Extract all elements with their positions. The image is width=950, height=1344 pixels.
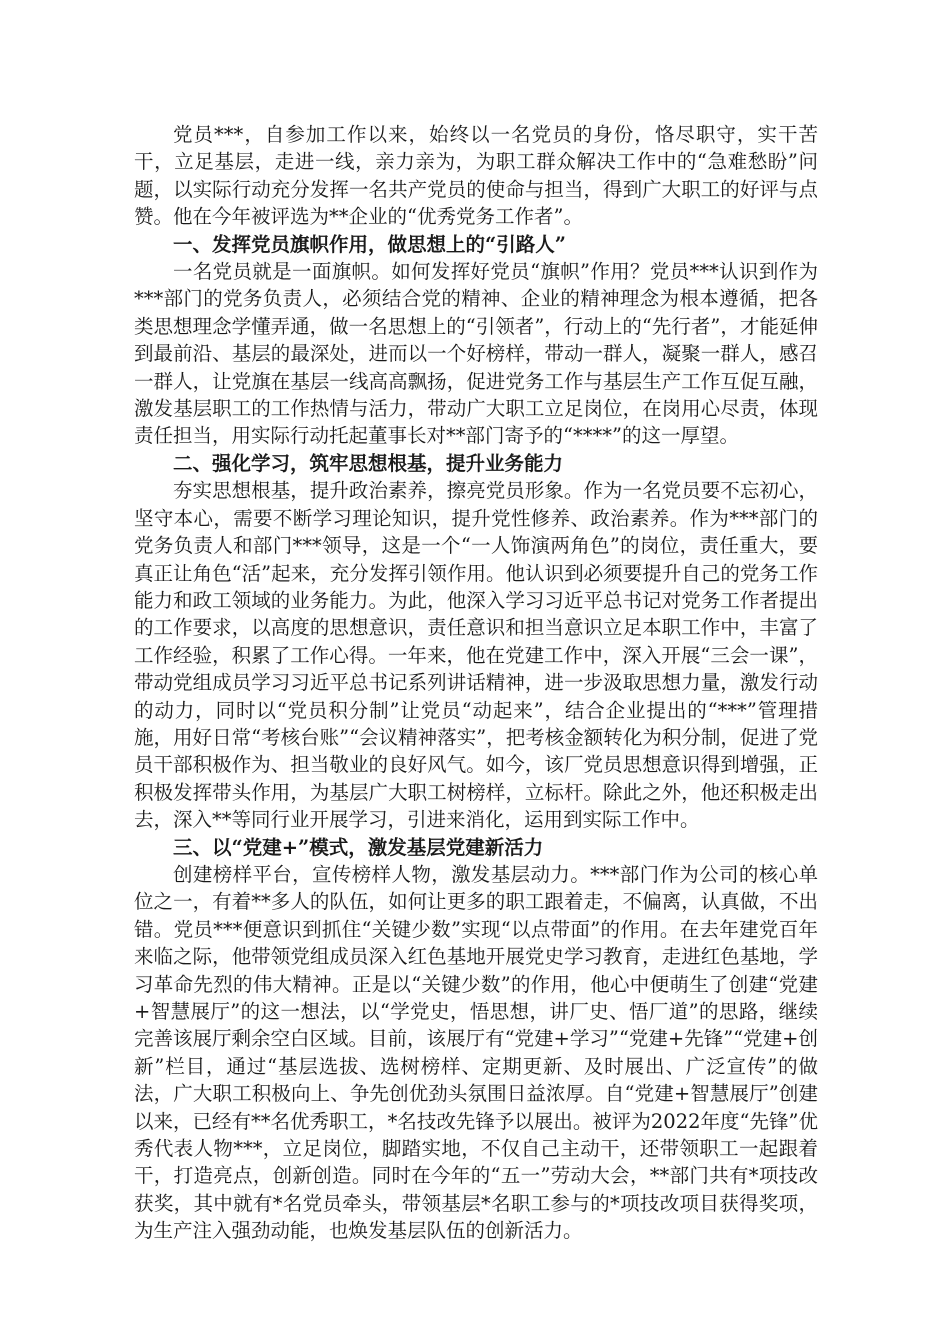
section-heading-2: 二、强化学习，筑牢思想根基，提升业务能力 [173,451,564,475]
section-heading-3: 三、以“党建+”模式，激发基层党建新活力 [173,835,544,859]
intro-paragraph: 党员***，自参加工作以来，始终以一名党员的身份，恪尽职守，实干苦干，立足基层，走进一线，亲力亲为，为职工群众解决工作中的“急难愁盼”问题，以实际行动充分发挥一名共产党员的使命与担当，得到广大职工的好评与点赞。他在今年被评选为**企业的“优秀党务工作者”。 [134,123,818,229]
section-2-paragraph: 夯实思想根基，提升政治素养，擦亮党员形象。作为一名党员要不忘初心，坚守本心，需要不断学习理论知识，提升党性修养、政治素养。作为***部门的党务负责人和部门***领导，这是一个“一人饰演两角色”的岗位，责任重大，要真正让角色“活”起来，充分发挥引领作用。他认识到必须要提升自己的党务工作能力和政工领域的业务能力。为此，他深入学习习近平总书记对党务工作者提出的工作要求，以高度的思想意识，责任意识和担当意识立足本职工作中，丰富了工作经验，积累了工作心得。一年来，他在党建工作中，深入开展“三会一课”，带动党组成员学习习近平总书记系列讲话精神，进一步汲取思想力量，激发行动的动力，同时以“党员积分制”让党员“动起来”，结合企业提出的“***”管理措施，用好日常“考核台账”“会议精神落实”，把考核金额转化为积分制，促进了党员干部积极作为、担当敬业的良好风气。如今，该厂党员思想意识得到增强，正积极发挥带头作用，为基层广大职工树榜样，立标杆。除此之外，他还积极走出去，深入**等同行业开展学习，引进来消化，运用到实际工作中。 [134,479,818,832]
section-heading-1: 一、发挥党员旗帜作用，做思想上的“引路人” [173,232,566,256]
section-3-paragraph: 创建榜样平台，宣传榜样人物，激发基层动力。***部门作为公司的核心单位之一，有着**多人的队伍，如何让更多的职工跟着走，不偏离，认真做，不出错。党员***便意识到抓住“关键少数”实现“以点带面”的作用。在去年建党百年来临之际，他带领党组成员深入红色基地开展党史学习教育，走进红色基地，学习革命先烈的伟大精神。正是以“关键少数”的作用，他心中便萌生了创建“党建+智慧展厅”的这一想法，以“学党史，悟思想，讲厂史、悟厂道”的思路，继续完善该展厅剩余空白区域。目前，该展厅有“党建+学习”“党建+先锋”“党建+创新”栏目，通过“基层选拔、选树榜样、定期更新、及时展出、广泛宣传”的做法，广大职工积极向上、争先创优劲头氛围日益浓厚。自“党建+智慧展厅”创建以来，已经有**名优秀职工，*名技改先锋予以展出。被评为2022年度“先锋”优秀代表人物***，立足岗位，脚踏实地，不仅自己主动干，还带领职工一起跟着干，打造亮点，创新创造。同时在今年的“五一”劳动大会，**部门共有*项技改获奖，其中就有*名党员牵头，带领基层*名职工参与的*项技改项目获得奖项，为生产注入强劲动能，也焕发基层队伍的创新活力。 [134,862,818,1243]
section-1-paragraph: 一名党员就是一面旗帜。如何发挥好党员“旗帜”作用？党员***认识到作为***部门的党务负责人，必须结合党的精神、企业的精神理念为根本遵循，把各类思想理念学懂弄通，做一名思想上的“引领者”，行动上的“先行者”，才能延伸到最前沿、基层的最深处，进而以一个好榜样，带动一群人，凝聚一群人，感召一群人，让党旗在基层一线高高飘扬，促进党务工作与基层生产工作互促互融，激发基层职工的工作热情与活力，带动广大职工立足岗位，在岗用心尽责，体现责任担当，用实际行动托起董事长对**部门寄予的“****”的这一厚望。 [134,260,818,448]
document-body [134,121,818,1245]
